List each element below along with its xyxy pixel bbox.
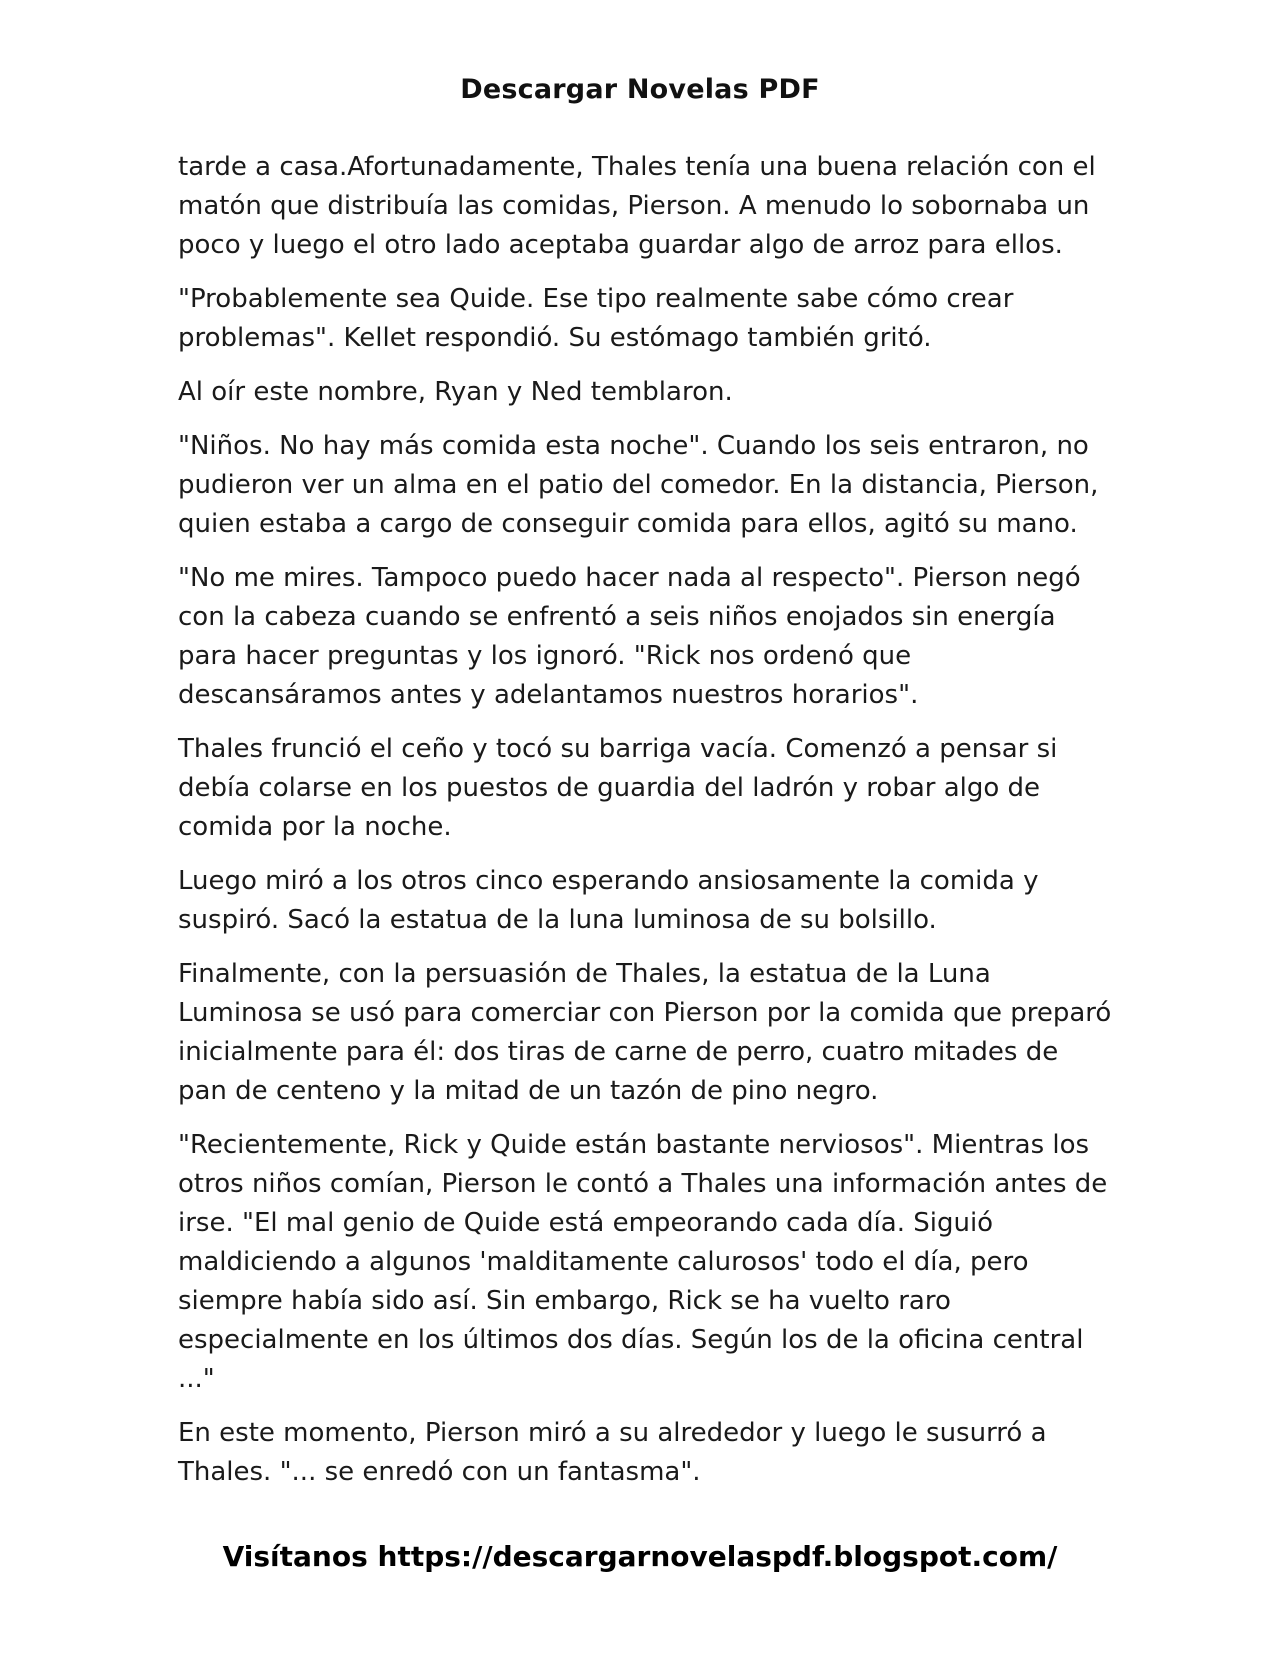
paragraph-8: Finalmente, con la persuasión de Thales, la estatua de la Luna Luminosa se usó para comerciar con Pierson por la comida que preparó inicialmente para él: dos tiras de carne de perro, cuatro mitades de pan de centeno y la mitad de un tazón de pino negro. — [178, 959, 1112, 1106]
paragraph-5: "No me mires. Tampoco puedo hacer nada al respecto". Pierson negó con la cabeza cuando se enfrentó a seis niños enojados sin energía para hacer preguntas y los ignoró. "Rick nos ordenó que descansáramos antes y adelantamos nuestros horarios". — [178, 563, 1081, 710]
page-footer-link: Visítanos https://descargarnovelaspdf.blogspot.com/ — [222, 1540, 1058, 1573]
document-body — [178, 148, 1113, 1507]
paragraph-1: tarde a casa.Afortunadamente, Thales tenía una buena relación con el matón que distribuía las comidas, Pierson. A menudo lo sobornaba un poco y luego el otro lado aceptaba guardar algo de arroz para ellos. — [178, 152, 1096, 260]
paragraph-3: Al oír este nombre, Ryan y Ned temblaron. — [178, 377, 733, 407]
paragraph-4: "Niños. No hay más comida esta noche". Cuando los seis entraron, no pudieron ver un alma en el patio del comedor. En la distancia, Pierson, quien estaba a cargo de conseguir comida para ellos, agitó su mano. — [178, 431, 1099, 539]
paragraph-9: "Recientemente, Rick y Quide están bastante nerviosos". Mientras los otros niños comían, Pierson le contó a Thales una información antes de irse. "El mal genio de Quide está empeorando cada día. Siguió maldiciendo a algunos 'malditamente calurosos' todo el día, pero siempre había sido así. Sin embargo, Rick se ha vuelto raro especialmente en los últimos dos días. Según los de la oficina central ..." — [178, 1130, 1108, 1394]
paragraph-7: Luego miró a los otros cinco esperando ansiosamente la comida y suspiró. Sacó la estatua de la luna luminosa de su bolsillo. — [178, 866, 1039, 935]
paragraph-6: Thales frunció el ceño y tocó su barriga vacía. Comenzó a pensar si debía colarse en los puestos de guardia del ladrón y robar algo de comida por la noche. — [178, 734, 1058, 842]
paragraph-10: En este momento, Pierson miró a su alrededor y luego le susurró a Thales. "... se enredó con un fantasma". — [178, 1418, 1047, 1487]
paragraph-2: "Probablemente sea Quide. Ese tipo realmente sabe cómo crear problemas". Kellet respondió. Su estómago también gritó. — [178, 284, 1014, 353]
page-header-title: Descargar Novelas PDF — [460, 74, 820, 105]
